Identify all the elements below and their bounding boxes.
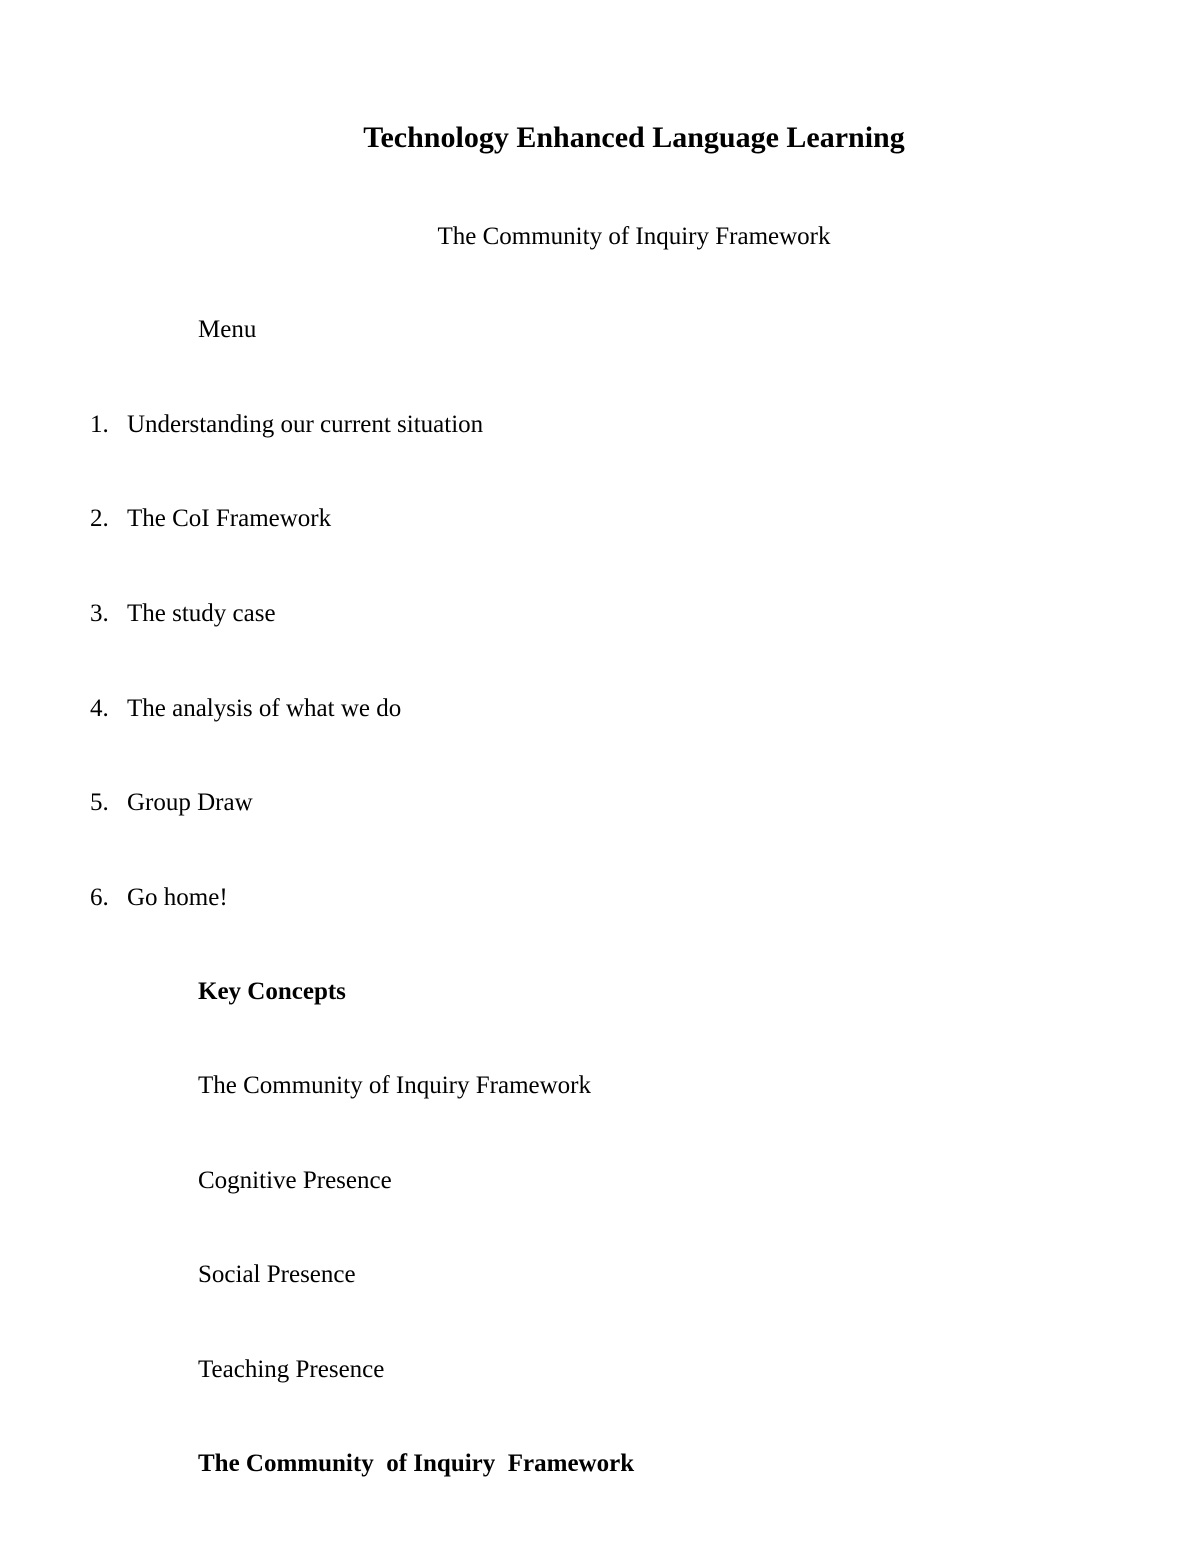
menu-item-label: The study case [127, 600, 276, 627]
key-concept-item: Social Presence [198, 1261, 356, 1288]
menu-item-number: 1. [90, 411, 109, 438]
key-concept-item: The Community of Inquiry Framework [198, 1072, 591, 1099]
key-concepts-heading: Key Concepts [198, 978, 346, 1005]
menu-heading: Menu [198, 316, 257, 343]
menu-item-label: The CoI Framework [127, 505, 332, 532]
menu-item-understanding[interactable] [90, 408, 483, 442]
menu-item-study-case[interactable] [90, 597, 276, 631]
menu-item-number: 6. [90, 884, 109, 911]
menu-item-number: 5. [90, 789, 109, 816]
document-subtitle: The Community of Inquiry Framework [437, 223, 831, 250]
menu-item-group-draw[interactable] [90, 786, 253, 820]
menu-item-label: The analysis of what we do [127, 695, 402, 722]
menu-item-label: Go home! [127, 884, 228, 911]
menu-item-label: Group Draw [127, 789, 253, 816]
document-title: Technology Enhanced Language Learning [363, 121, 905, 154]
menu-item-label: Understanding our current situation [127, 411, 484, 438]
menu-item-number: 4. [90, 695, 109, 722]
menu-item-analysis[interactable] [90, 692, 401, 726]
menu-item-number: 3. [90, 600, 109, 627]
menu-item-go-home[interactable] [90, 881, 228, 915]
menu-item-number: 2. [90, 505, 109, 532]
section-heading: The Community of Inquiry Framework [198, 1450, 635, 1477]
key-concept-item: Teaching Presence [198, 1356, 385, 1383]
key-concept-item: Cognitive Presence [198, 1167, 392, 1194]
menu-item-coi-framework[interactable] [90, 502, 331, 536]
